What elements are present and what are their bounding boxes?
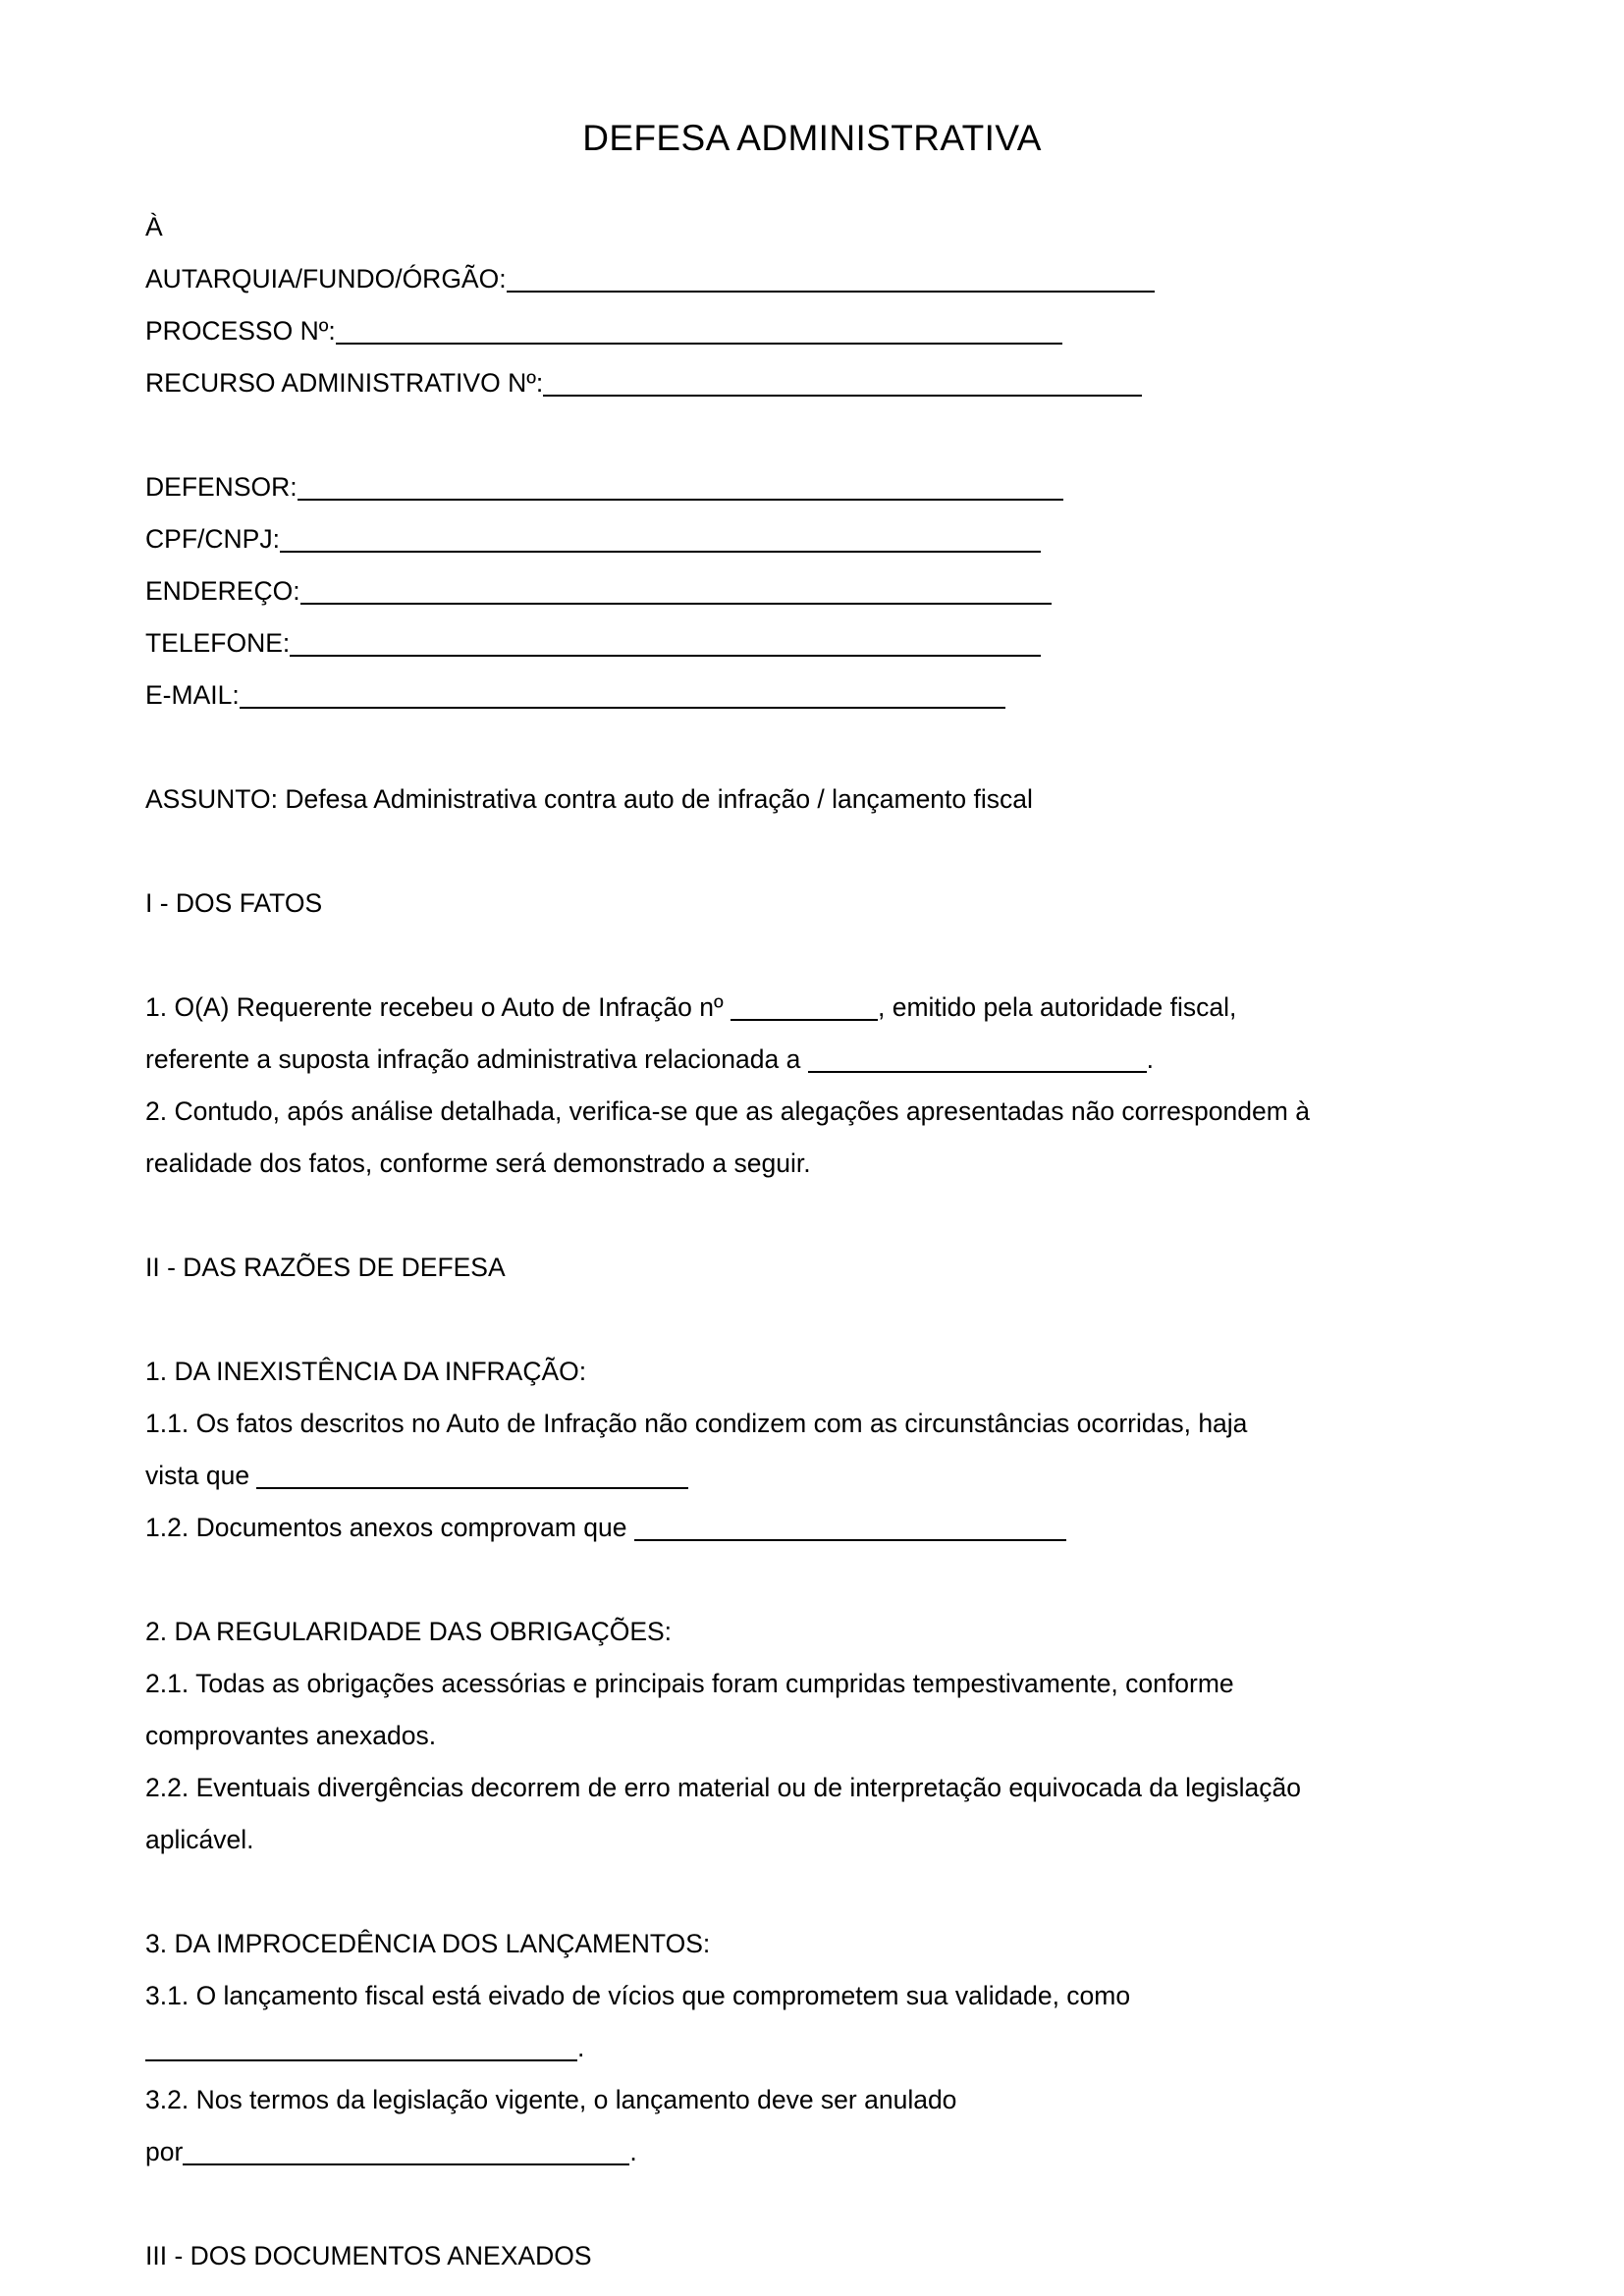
fatos-item-1-text-a: 1. O(A) Requerente recebeu o Auto de Infração nº xyxy=(145,992,731,1022)
document-body xyxy=(145,201,1373,2282)
subsection-heading-inexistencia: 1. DA INEXISTÊNCIA DA INFRAÇÃO: xyxy=(145,1357,587,1386)
field-row-autarquia xyxy=(145,253,1373,305)
item-1-1 xyxy=(145,1398,1373,1502)
field-rule-cpf-cnpj[interactable] xyxy=(280,551,1041,553)
item-1-1-blank[interactable] xyxy=(256,1487,688,1489)
item-2-1: 2.1. Todas as obrigações acessórias e principais foram cumpridas tempestivamente, conforme comprovantes anexados. xyxy=(145,1669,1234,1750)
field-row-processo xyxy=(145,305,1373,357)
item-2-2: 2.2. Eventuais divergências decorrem de erro material ou de interpretação equivocada da legislação aplicável. xyxy=(145,1773,1301,1854)
field-rule-processo[interactable] xyxy=(336,343,1062,345)
field-label-telefone: TELEFONE: xyxy=(145,628,291,658)
field-label-defensor: DEFENSOR: xyxy=(145,472,298,502)
addressee-line: À xyxy=(145,212,163,241)
field-rule-autarquia[interactable] xyxy=(507,291,1155,293)
field-row-endereco xyxy=(145,565,1373,617)
spacer-after-sub1 xyxy=(145,1554,1373,1606)
spacer-after-subject xyxy=(145,826,1373,878)
item-1-2-blank[interactable] xyxy=(634,1539,1066,1541)
field-rule-email[interactable] xyxy=(240,707,1005,709)
item-3-2-text-a: 3.2. Nos termos da legislação vigente, o lançamento deve ser anulado xyxy=(145,2085,957,2114)
subsection-heading-regularidade: 2. DA REGULARIDADE DAS OBRIGAÇÕES: xyxy=(145,1617,673,1646)
field-rule-recurso[interactable] xyxy=(543,395,1142,397)
fatos-item-1-text-c: referente a suposta infração administrativa relacionada a xyxy=(145,1044,808,1074)
item-3-2-text-b: por xyxy=(145,2137,184,2166)
section-heading-fatos: I - DOS FATOS xyxy=(145,888,323,918)
field-row-recurso xyxy=(145,357,1373,409)
subsection-heading-improcedencia: 3. DA IMPROCEDÊNCIA DOS LANÇAMENTOS: xyxy=(145,1929,711,1958)
field-label-cpf-cnpj: CPF/CNPJ: xyxy=(145,524,280,554)
spacer-after-razoes-heading xyxy=(145,1294,1373,1346)
fatos-item-1-text-b: , emitido pela autoridade fiscal, xyxy=(878,992,1237,1022)
fatos-item-1 xyxy=(145,982,1373,1086)
fatos-item-1-text-d: . xyxy=(1146,1044,1155,1074)
item-1-2 xyxy=(145,1502,1373,1554)
item-3-2-blank[interactable] xyxy=(183,2163,629,2165)
field-label-autarquia: AUTARQUIA/FUNDO/ÓRGÃO: xyxy=(145,264,507,294)
spacer-after-fatos xyxy=(145,1190,1373,1242)
item-1-1-text-a: 1.1. Os fatos descritos no Auto de Infração não condizem com as circunstâncias ocorridas, haja xyxy=(145,1409,1248,1438)
field-row-cpf-cnpj xyxy=(145,513,1373,565)
section-heading-documentos: III - DOS DOCUMENTOS ANEXADOS xyxy=(145,2241,592,2270)
field-rule-endereco[interactable] xyxy=(300,603,1052,605)
item-1-2-text-a: 1.2. Documentos anexos comprovam que xyxy=(145,1513,634,1542)
field-label-email: E-MAIL: xyxy=(145,680,240,710)
fatos-item-1-blank-a[interactable] xyxy=(731,1019,878,1021)
field-rule-telefone[interactable] xyxy=(290,655,1041,657)
spacer-after-header-fields xyxy=(145,409,1373,461)
page-title: DEFESA ADMINISTRATIVA xyxy=(582,118,1042,158)
field-label-recurso: RECURSO ADMINISTRATIVO Nº: xyxy=(145,368,544,398)
field-rule-defensor[interactable] xyxy=(298,499,1063,501)
section-heading-razoes: II - DAS RAZÕES DE DEFESA xyxy=(145,1253,506,1282)
item-3-1-text-b: . xyxy=(577,2033,585,2062)
spacer-after-sub3 xyxy=(145,2178,1373,2230)
item-3-1-text-a: 3.1. O lançamento fiscal está eivado de vícios que comprometem sua validade, como xyxy=(145,1981,1131,2010)
field-row-email xyxy=(145,669,1373,721)
fatos-item-2: 2. Contudo, após análise detalhada, verifica-se que as alegações apresentadas não correspondem à realidade dos fatos, conforme será demonstrado a seguir. xyxy=(145,1096,1310,1178)
field-label-endereco: ENDEREÇO: xyxy=(145,576,300,606)
field-row-telefone xyxy=(145,617,1373,669)
spacer-after-fatos-heading xyxy=(145,930,1373,982)
item-3-1-blank[interactable] xyxy=(145,2059,577,2061)
item-3-1 xyxy=(145,1970,1373,2074)
spacer-after-sub2 xyxy=(145,1866,1373,1918)
fatos-item-1-blank-b[interactable] xyxy=(808,1071,1147,1073)
spacer-after-party-fields xyxy=(145,721,1373,774)
item-3-2-text-c: . xyxy=(629,2137,637,2166)
field-label-processo: PROCESSO Nº: xyxy=(145,316,336,346)
field-row-defensor xyxy=(145,461,1373,513)
item-3-2 xyxy=(145,2074,1373,2178)
subject-line: ASSUNTO: Defesa Administrativa contra auto de infração / lançamento fiscal xyxy=(145,784,1033,814)
item-1-1-text-b: vista que xyxy=(145,1461,257,1490)
